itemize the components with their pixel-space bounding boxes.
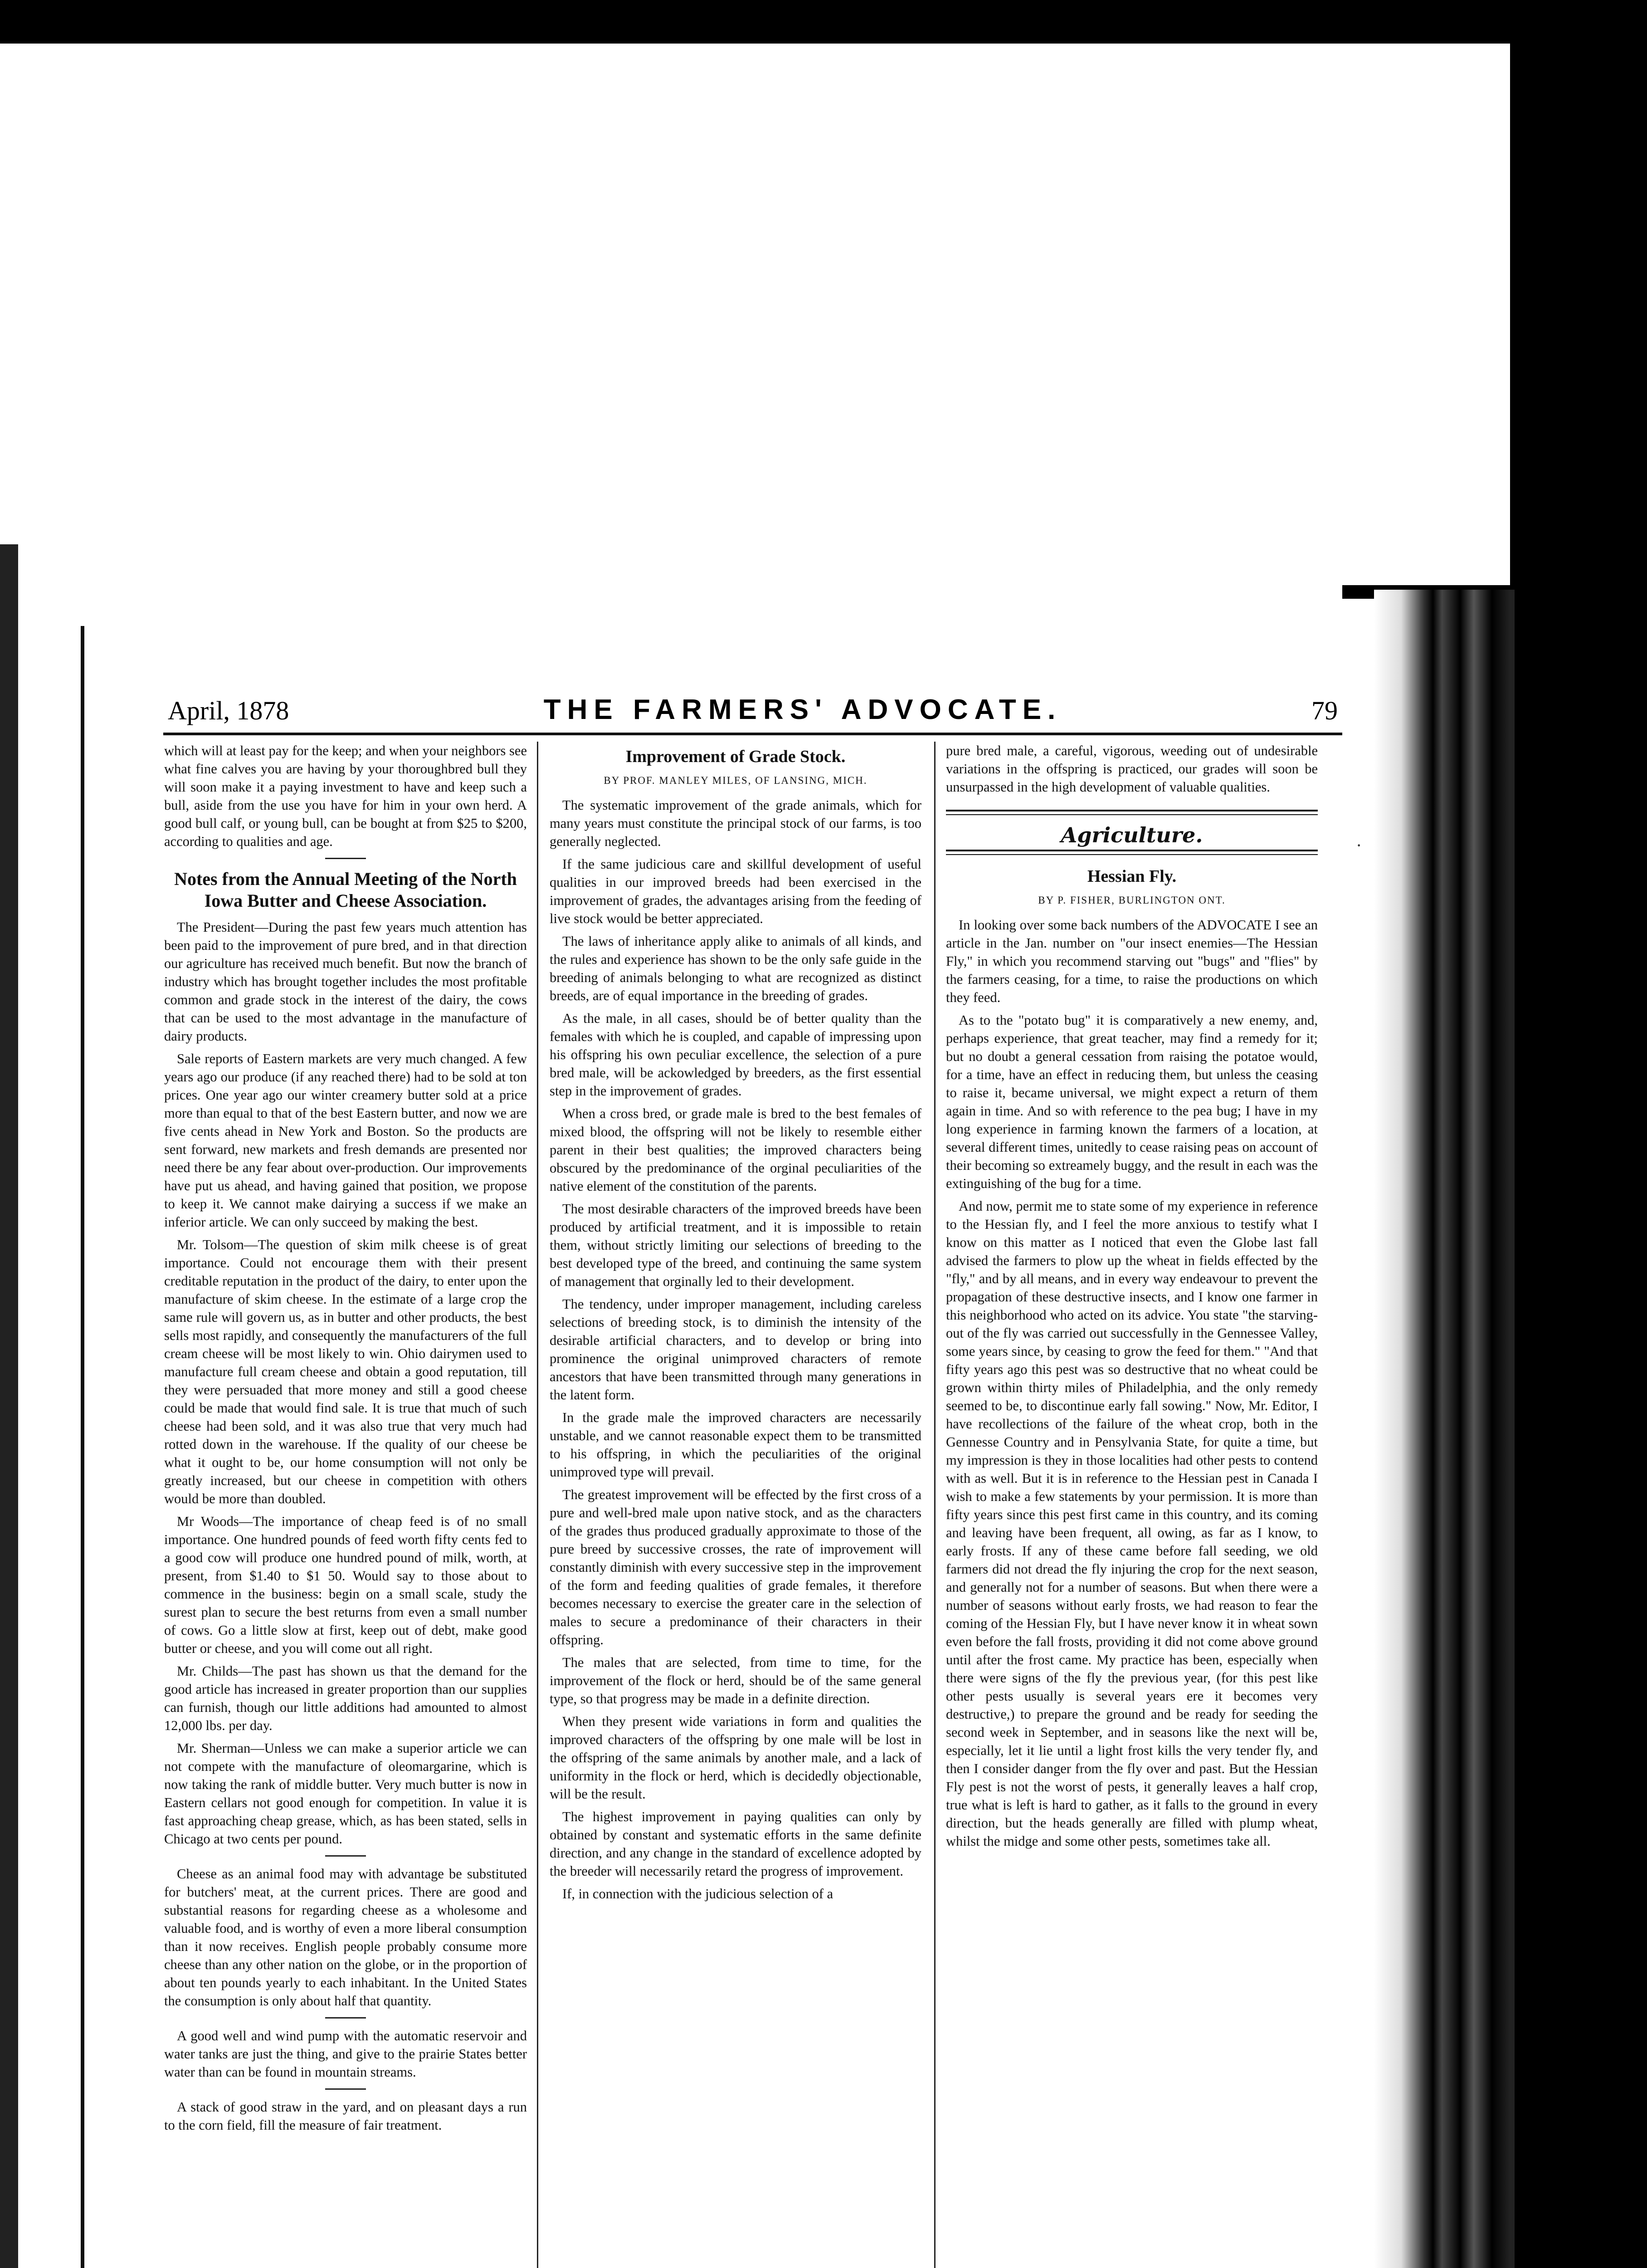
header-rule [163,733,1342,735]
margin-fragment-letter: e [4,865,10,880]
column-3 [946,742,1318,2268]
paragraph: The President—During the past few years much attention has been paid to the improvement of pure bred, and in that direction our agriculture has received much benefit. But now the branch of industry which has brought together includes the most profitable common and grade stock in the interest of the dairy, the cows that can be used to the most advantage in the manufacture of dairy products. [164,919,527,1044]
margin-fragment-letter: e [4,800,10,815]
margin-fragment-letter: t [4,1017,8,1032]
margin-fragment-letter: e [4,1300,10,1315]
margin-fragment-letter: i [4,1627,8,1642]
margin-fragment-letter: e [4,909,10,924]
page-header [168,689,1338,726]
paragraph: In the grade male the improved characters are necessarily unstable, and we cannot reasonable expect them to be transmitted to his offspring, in which the peculiarities of the original unimproved type will prevail. [550,1410,921,1480]
pump-paragraph: A good well and wind pump with the automatic reservoir and water tanks are just the thing, and give to the prairie States better water than can be found in mountain streams. [164,2028,527,2080]
byline: BY P. FISHER, BURLINGTON ONT. [1038,894,1226,906]
cheese-paragraph: Cheese as an animal food may with advantage be substituted for butchers' meat, at the current prices. There are good and substantial reasons for regarding cheese as a wholesome and valuable food, and is worthy of even a more liberal consumption than it now receives. English people probably consume more cheese than any other nation on the globe, or in the proportion of about ten pounds yearly to each inhabitant. In the United States the consumption is only about half that quantity. [164,1866,527,2009]
margin-fragment-letter: d [4,1279,10,1294]
bull-paragraph: which will at least pay for the keep; and when your neighbors see what fine calves you are having by your thoroughbred bull they will soon make it a paying investment to have and keep such a bull, aside from the use you have for him in your own herd. A good bull calf, or young bull, can be bought at from $25 to $200, according to qualities and age. [164,743,527,849]
article-title-butter-cheese: Notes from the Annual Meeting of the North Iowa Butter and Cheese Association. [174,869,517,911]
margin-fragment-letter: s [4,1475,9,1490]
margin-fragment-letter: d [4,1649,10,1664]
paragraph: If the same judicious care and skillful development of useful qualities in our improved breeds had been exercised in the improvement of grades, the advantages arising from the feeding of live stock would be better appreciated. [550,856,921,926]
continuation-paragraph: pure bred male, a careful, vigorous, weeding out of undesirable variations in the offspring is practiced, our grades will soon be unsurpassed in the high development of valuable qualities. [946,743,1318,795]
paragraph: The males that are selected, from time to time, for the improvement of the flock or herd, should be of the same general type, so that progress may be made in a definite direction. [550,1655,921,1706]
margin-fragment-letter: i [4,1170,8,1185]
newspaper-page [136,667,1360,2268]
margin-fragment-letter: l [4,974,8,989]
margin-fragment-letter: r [4,1584,8,1598]
paragraph: The systematic improvement of the grade animals, which for many years must constitute the principal stock of our farms, is too generally neglected. [550,797,921,849]
margin-fragment-letter: r [4,1344,8,1359]
margin-fragment-letter: t [4,843,8,858]
paragraph: The greatest improvement will be effected by the first cross of a pure and well-bred male upon native stock, and as the characters of the grades thus produced gradually approximate to those of the pure breed by successive crosses, the rate of improvement will constantly diminish with every successive step in the improvement of the form and feeding qualities of grade females, it therefore becomes necessary to exercise the greater care in the selection of males to secure a predominance of their characters in their offspring. [550,1487,921,1647]
margin-fragment-letter: s [4,1562,9,1577]
page-number: 79 [1311,696,1338,725]
margin-fragment-letter: e [4,1409,10,1424]
margin-fragment-letter: n [4,1148,10,1163]
margin-fragment-letter: r [4,1496,8,1511]
margin-fragment-letter: o [4,1105,10,1119]
paragraph: Sale reports of Eastern markets are very much changed. A few years ago our produce (if any reached there) had to be sold at ton prices. One year ago our winter creamery butter sold at a price more than equal to that of the best Eastern butter, and now we are five cents ahead in New York and Boston. So the products are sent forward, new markets and fresh demands are presented nor need there be any fear about over-production. Our improvements have put us ahead, and having gained that position, we propose to keep it. We cannot make dairying a success if we make an inferior article. We can only succeed by making the best. [164,1051,527,1230]
section-rule [946,850,1318,855]
margin-fragment-letter: k [4,778,10,793]
margin-fragment-letter: i [4,1322,8,1337]
paragraph: The tendency, under improper management, including careless selections of breeding stock, is to diminish the intensity of the desirable artificial characters, and to develop or bring into prominence the original unimproved characters of remote ancestors that have been transmitted through many generations in the latent form. [550,1296,921,1403]
margin-fragment-letter: t [4,1388,8,1403]
paragraph: As to the "potato bug" it is comparatively a new enemy, and, perhaps experience, that great teacher, may find a remedy for it; but no doubt a general cessation from raising the potatoe would, for a time, have an effect in reducing them, but unless the ceasing to raise it, became universal, we might expect a return of them again in time. And so with reference to the pea bug; I have in my long experience in farming known the farmers of a location, at several different times, unitedly to cease raising peas on account of their becoming so extreamely buggy, and the result in each was the extinguishing of the bug for a time. [946,1012,1318,1191]
margin-fragment-letter: y [4,1431,10,1446]
paragraph: Mr. Sherman—Unless we can make a superior article we can not compete with the manufacture of oleomargarine, which is now taking the rank of middle butter. Very much butter is now in Eastern cellars not good enough for competition. In value it is fast approaching cheap grease, which, as has been stated, sells in Chicago at two cents per pound. [164,1740,527,1847]
margin-fragment-letter: l [4,952,8,967]
margin-fragment-letter: d [4,1518,10,1533]
margin-fragment-letter: y [4,996,10,1011]
margin-fragment-letter: p [4,1453,10,1468]
margin-fragment-letter: t [4,1671,8,1686]
column-rule [934,742,936,2268]
margin-fragment-letter: d [4,930,10,945]
masthead: THE FARMERS' ADVOCATE. [543,694,1062,725]
margin-fragment-letter: a [4,1605,10,1620]
margin-fragment-letter: i [4,1540,8,1555]
margin-fragment-letter: i [4,1126,8,1141]
margin-fragment-letter: r [4,1235,8,1250]
margin-fragment-letter: s [4,1039,9,1054]
paragraph: Mr. Tolsom—The question of skim milk cheese is of great importance. Could not encourage them with their present creditable reputation in the product of the dairy, to enter upon the manufacture of skim cheese. In the estimate of a large crop the same rule will govern us, as in butter and other products, the best sells most rapidly, and consequently the manufacturers of the full cream cheese will be most likely to win. Ohio dairymen used to manufacture full cream cheese and obtain a good reputation, till they were persuaded that more money and still a good cheese could be made that would find sale. It is true that much of such cheese had been sold, and it was also true that very much had rotted down in the warehouse. If the quality of our cheese be what it ought to be, our home consumption will not only be greatly increased, but our cheese in competition with others would be more than doubled. [164,1237,527,1506]
issue-date: April, 1878 [168,696,289,725]
gutter-rule [81,626,84,2268]
straw-paragraph: A stack of good straw in the yard, and on pleasant days a run to the corn field, fill the measure of fair treatment. [164,2099,527,2133]
margin-fragment-letter: i [4,821,8,836]
article-title-hessian-fly: Hessian Fly. [1087,867,1177,886]
scanner-frame-top [0,0,1647,44]
left-margin-fragments [4,753,17,2268]
paragraph: If, in connection with the judicious selection of a [562,1886,833,1901]
article-title-grade-stock: Improvement of Grade Stock. [625,747,846,766]
paragraph: The most desirable characters of the improved breeds have been produced by artificial treatment, and it is impossible to retain them, without strictly limiting our selections of breeding to the best developed type of the breed, and continuing the same system of management that orginally led to their development. [550,1201,921,1289]
section-title-agriculture: Agriculture. [1061,823,1203,847]
paragraph: Mr. Childs—The past has shown us that the demand for the good article has increased in greater proportion than our supplies can furnish, though our little additions had amounted to almost 12,000 lbs. per day. [164,1663,527,1733]
divider [325,1855,366,1857]
paragraph: And now, permit me to state some of my experience in reference to the Hessian fly, and I feel the more anxious to testify what I know on this matter as I noticed that even the Globe last fall advised the farmers to plow up the wheat in fields effected by the "fly," and by all means, and in every way endeavour to prevent the propagation of these destructive insects, and I know one farmer in this neighborhood who acted on its advice. You state "the starving-out of the fly was carried out successfully in the Gennessee Valley, some years since, by ceasing to grow the feed for them." "And that fifty years ago this pest was so destructive that no wheat could be grown within thirty miles of Philadelphia, and the only remedy seemed to be, to discontinue early fall sowing." Now, Mr. Editor, I have recollections of the failure of the wheat crop, both in the Gennesse Country and in Pensylvania State, for quite a time, but my impression is they in those localities had other pests to contend with as well. But it is in reference to the Hessian pest in Canada I wish to make a few statements by your permission. It is more than fifty years since this pest first came in this country, and its coming and leaving have been frequent, all owing, as far as I know, to early frosts. If any of these came before fall seeding, we old farmers did not dread the fly injuring the crop for the next season, and generally not for a number of seasons. But when there were a number of seasons without early frosts, we had reason to fear the coming of the Hessian Fly, but I have never know it in wheat sown even before the fall frosts, providing it did not come above ground until after the frost came. My practice has been, especially when there were signs of the fly the previous year, (for this pest like other pests usually is several years ere it becomes very destructive,) to prepare the ground and be ready for seeding the second week in September, and in seasons like the next will be, especially, let it lie until a light frost kills the very tender fly, and then I consider danger from the fly over and past. But the Hessian Fly pest is not the worst of pests, it generally leaves a half crop, true what is left is hard to gather, as it falls to the ground in every direction, but the heads generally are filled with plump wheat, whilst the midge and some other pests, sometimes take all. [946,1198,1318,1849]
paragraph: Mr Woods—The importance of cheap feed is of no small importance. One hundred pounds of feed worth fifty cents fed to a good cow will produce one hundred pound of milk, worth, at present, from $1.40 to $1 50. Would say to those about to commence in the business: begin on a small scale, study the surest plan to secure the best returns from even a small number of cows. Go a little slow at first, keep out of debt, make good butter or cheese, and you will come out all right. [164,1514,527,1656]
margin-fragment-letter: y [4,1192,10,1207]
margin-fragment-letter: o [4,1213,10,1228]
byline: BY PROF. MANLEY MILES, OF LANSING, MICH. [604,775,867,786]
paragraph: The laws of inheritance apply alike to animals of all kinds, and the rules and experience has shown to be the only safe guide in the breeding of animals belonging to what are recognized as distinct breeds, are of equal importance in the breeding of grades. [550,934,921,1003]
paragraph: In looking over some back numbers of the ADVOCATE I see an article in the Jan. number on "our insect enemies—The Hessian Fly," in which you recommend starving out "bugs" and "flies" by the farmers ceasing, for a time, to raise the productions on which they feed. [946,917,1318,1005]
margin-fragment-letter: y [4,1257,10,1272]
margin-fragment-letter: r [4,887,8,902]
column-rule [537,742,538,2268]
margin-fragment-letter: o [4,756,10,771]
divider [325,2017,366,2019]
book-binding [1374,590,1515,2268]
paragraph: When a cross bred, or grade male is bred to the best females of mixed blood, the offspring will not be likely to resemble either parent in their best qualities; the improved characters being obscured by the predominance of the orginal peculiarities of the native element of the constitution of the parents. [550,1106,921,1194]
section-rule [946,810,1318,815]
paragraph: As the male, in all cases, should be of better quality than the females with which he is coupled, and capable of impressing upon his offspring his own peculiar excellence, the selection of a pure bred male, will be ackowledged by breeders, as the first essential step in the improvement of grades. [550,1011,921,1099]
margin-fragment-letter: l [4,1083,8,1098]
divider [325,2088,366,2090]
paragraph: The highest improvement in paying qualities can only by obtained by constant and systematic efforts in the same definite direction, and any change in the standard of excellence adopted by the breeder will necessarily retard the progress of improvement. [550,1809,921,1879]
margin-tick-mark: · [1356,835,1362,855]
paragraph: When they present wide variations in form and qualities the improved characters of the offspring by one male will be lost in the offspring of the same animals by another male, and a lack of uniformity in the flock or herd, which is decidedly objectionable, will be the result. [550,1714,921,1802]
divider [325,858,366,859]
column-2 [550,742,921,2268]
column-1 [164,742,527,2268]
margin-fragment-letter: t [4,1061,8,1076]
margin-fragment-letter: s [4,1366,9,1381]
